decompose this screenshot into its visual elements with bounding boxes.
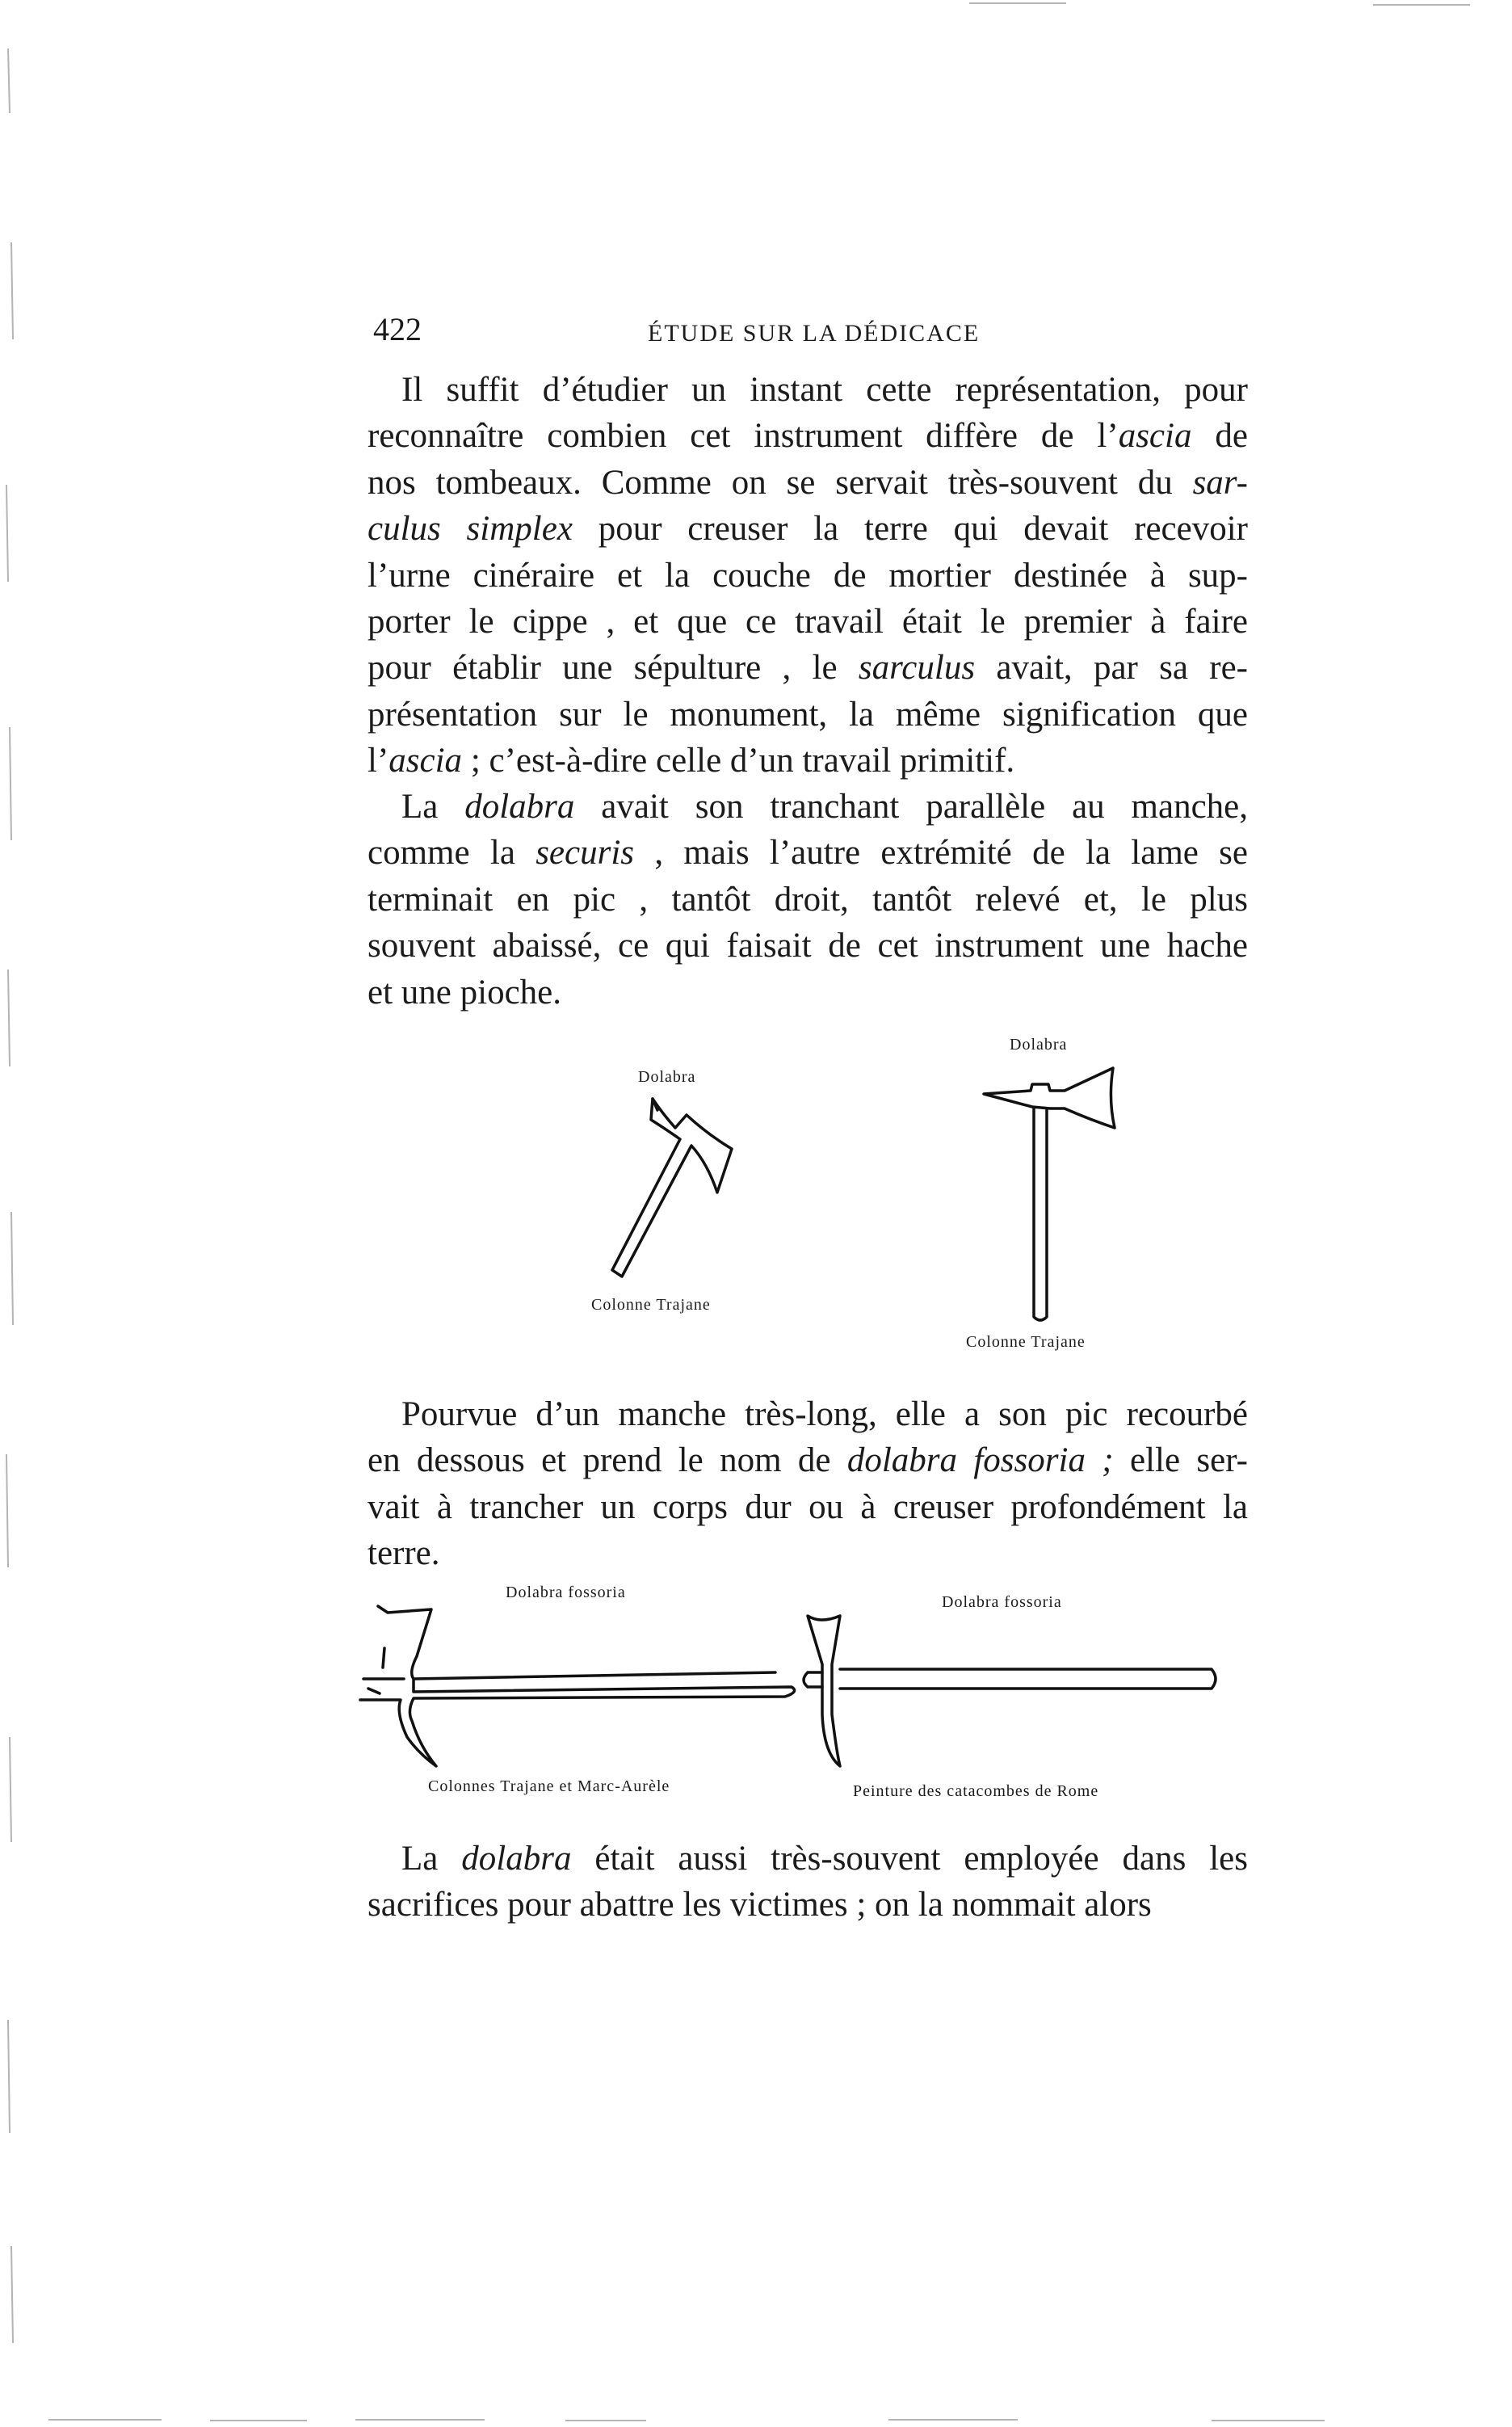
figure-3-source: Colonnes Trajane et Marc-Aurèle — [428, 1777, 670, 1795]
italic-term: ascia — [388, 742, 463, 780]
text-line: pour établir une sépulture , le sarculus avait, par sa re- — [368, 649, 1249, 688]
text-line: terre. — [368, 1534, 440, 1573]
text-line: et une pioche. — [368, 973, 561, 1012]
italic-term: sarculus — [858, 649, 976, 688]
figure-2-label: Dolabra — [1010, 1036, 1068, 1054]
text-line: reconnaître combien cet instrument diffère de l’ascia de — [368, 417, 1248, 456]
figure-1-source: Colonne Trajane — [591, 1296, 711, 1314]
italic-term: culus simplex — [368, 510, 573, 549]
page-number: 422 — [373, 311, 422, 347]
text-line: nos tombeaux. Comme on se servait très-souvent du sar- — [368, 463, 1248, 502]
figure-3-label: Dolabra fossoria — [506, 1584, 626, 1601]
text-line: en dessous et prend le nom de dolabra fossoria ; elle ser- — [368, 1441, 1248, 1480]
text-line: souvent abaissé, ce qui faisait de cet instrument une hache — [368, 927, 1248, 965]
text-line: comme la securis , mais l’autre extrémité de la lame se — [368, 834, 1248, 873]
italic-term: dolabra — [461, 1840, 572, 1878]
figure-2-source: Colonne Trajane — [966, 1333, 1086, 1351]
text-line: sacrifices pour abattre les victimes ; on la nommait alors — [368, 1886, 1152, 1924]
italic-term: dolabra — [464, 788, 575, 826]
figure-1-label: Dolabra — [638, 1068, 696, 1086]
figure-4-label: Dolabra fossoria — [942, 1593, 1062, 1611]
text-line: vait à trancher un corps dur ou à creuser profondément la — [368, 1487, 1248, 1526]
text-line: terminait en pic , tantôt droit, tantôt relevé et, le plus — [368, 880, 1248, 919]
text-line: La dolabra avait son tranchant parallèle au manche, — [401, 788, 1248, 826]
italic-term: ascia — [1118, 417, 1192, 456]
text-line: Pourvue d’un manche très-long, elle a son pic recourbé — [401, 1395, 1248, 1433]
text-line: présentation sur le monument, la même signification que — [368, 695, 1248, 734]
italic-term: dolabra fossoria ; — [846, 1441, 1114, 1480]
running-head: ÉTUDE SUR LA DÉDICACE — [648, 320, 981, 347]
italic-term: securis — [536, 834, 635, 873]
text-line: l’ascia ; c’est-à-dire celle d’un travail primitif. — [368, 742, 1015, 780]
italic-term: sar- — [1192, 463, 1248, 502]
text-line: l’urne cinéraire et la couche de mortier destinée à sup- — [368, 556, 1248, 595]
text-line: Il suffit d’étudier un instant cette représentation, pour — [401, 371, 1248, 409]
text-line: La dolabra était aussi très-souvent employée dans les — [401, 1840, 1249, 1878]
paragraph-4 — [368, 1836, 1248, 1929]
figure-4-source: Peinture des catacombes de Rome — [853, 1782, 1099, 1800]
text-line: culus simplex pour creuser la terre qui devait recevoir — [368, 510, 1248, 549]
text-line: porter le cippe , et que ce travail était le premier à faire — [368, 603, 1248, 641]
